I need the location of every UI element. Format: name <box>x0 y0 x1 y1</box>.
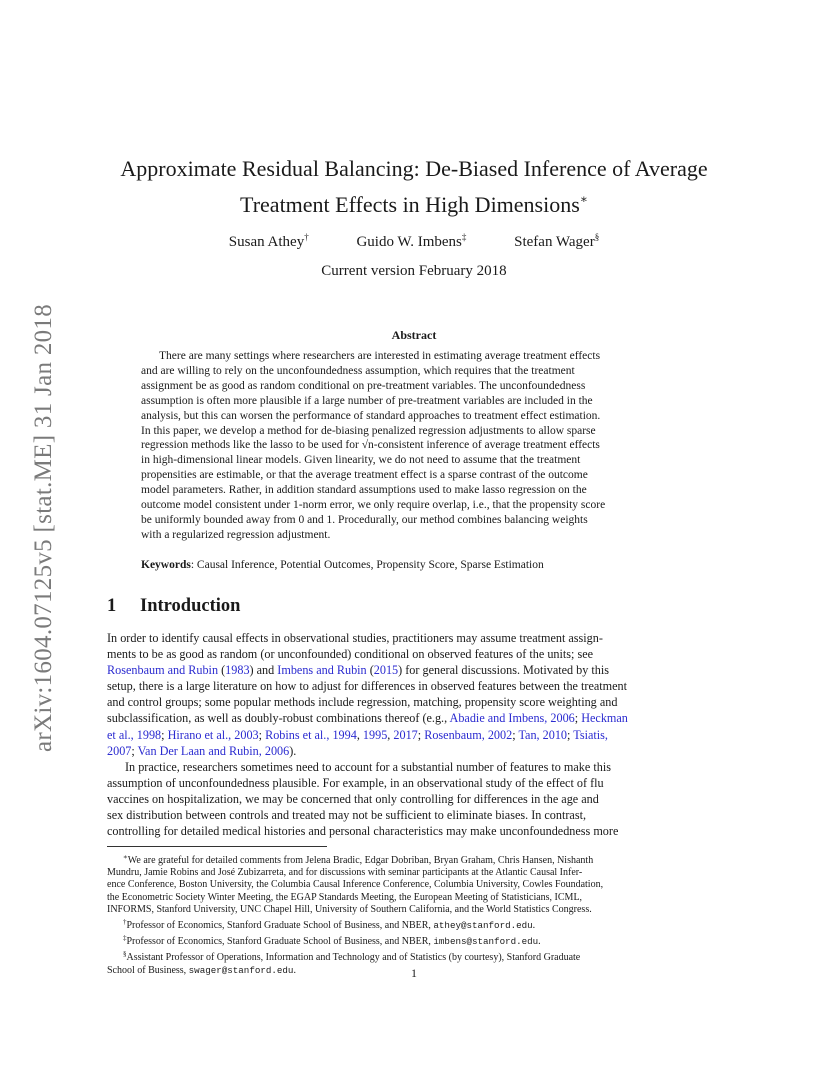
section-title: Introduction <box>140 596 241 616</box>
keywords <box>141 558 688 572</box>
citation-link[interactable]: Rosenbaum and Rubin <box>107 663 219 678</box>
footnote-line: ence Conference, Boston University, the Columbia Causal Inference Conference, Columbia University, Cowles Foundation, <box>107 879 604 891</box>
citation-link[interactable]: Van Der Laan and Rubin, 2006 <box>137 743 290 758</box>
citation-link[interactable]: 1995 <box>362 727 388 742</box>
email-link[interactable]: imbens@stanford.edu <box>433 936 539 948</box>
intro-line: et al., 1998; Hirano et al., 2003; Robins et al., 1994, 1995, 2017; Rosenbaum, 2002; Tan, 2010; Tsiatis, <box>107 727 608 742</box>
citation-link[interactable]: Tsiatis, <box>573 727 608 742</box>
author-imbens: Guido W. Imbens‡ <box>356 232 467 250</box>
abstract-line: and are willing to rely on the unconfoundedness assumption, which requires that the treatment <box>141 364 575 377</box>
citation-link[interactable]: Heckman <box>581 711 628 726</box>
abstract-line: be uniformly bounded away from 0 and 1. Procedurally, our method combines balancing weights <box>141 513 588 526</box>
author-athey: Susan Athey† <box>228 232 309 250</box>
version-date: Current version February 2018 <box>321 263 507 279</box>
abstract-line: propensities are estimable, or that the average treatment effect is a sparse contrast of the outcome <box>141 469 588 482</box>
abstract-line: analysis, but this can worsen the performance of standard approaches to treatment effect estimation. <box>141 409 601 422</box>
abstract-heading: Abstract <box>391 328 437 342</box>
footnote-line: INFORMS, Stanford University, UNC Chapel Hill, University of Southern California, and the World Statistics Congress. <box>107 903 592 915</box>
citation-link[interactable]: 2007 <box>107 743 132 758</box>
section-number: 1 <box>107 596 117 616</box>
citation-link[interactable]: et al., 1998 <box>107 727 162 742</box>
title-footnote-mark: ∗ <box>579 192 588 206</box>
title-line-1: Approximate Residual Balancing: De-Biased Inference of Average <box>120 156 708 181</box>
intro-line: subclassification, as well as doubly-robust combinations thereof (e.g., Abadie and Imbens, 2006; Heckman <box>107 711 628 726</box>
intro-line: controlling for detailed medical histories and personal characteristics may make unconfoundedness more <box>107 824 619 839</box>
title-line-2: Treatment Effects in High Dimensions∗ <box>240 192 588 217</box>
intro-line: In order to identify causal effects in observational studies, practitioners may assume treatment assign- <box>107 631 603 645</box>
citation-link[interactable]: Rosenbaum, 2002 <box>424 727 513 742</box>
citation-link[interactable]: 2017 <box>393 727 418 742</box>
keywords-list: : Causal Inference, Potential Outcomes, Propensity Score, Sparse Estimation <box>190 559 544 571</box>
footnote-line: School of Business, swager@stanford.edu. <box>107 964 296 976</box>
footnote-line: §Assistant Professor of Operations, Information and Technology and of Statistics (by courtesy), Stanford Graduate <box>123 950 581 964</box>
intro-line: ments to be as good as random (or unconfounded) conditional on observed features of the units; see <box>107 647 594 662</box>
abstract-line: in high-dimensional linear models. Given linearity, we do not need to assume that the treatment <box>141 454 581 467</box>
footnote-line: the Econometric Society Winter Meeting, the EGAP Standards Meeting, the European Meeting of Statisticians, ICML, <box>107 891 583 903</box>
intro-line: setup, there is a large literature on how to adjust for differences in observed features between the treatment <box>107 679 628 694</box>
citation-link[interactable]: 2015 <box>373 663 399 678</box>
citation-link[interactable]: 1983 <box>225 663 250 678</box>
introduction-body <box>107 630 721 839</box>
abstract-line: with a regularized regression adjustment. <box>141 528 331 541</box>
abstract-line: model parameters. Rather, in addition standard assumptions used to make lasso regression on the <box>141 484 587 497</box>
intro-line: 2007; Van Der Laan and Rubin, 2006). <box>107 743 297 758</box>
intro-line: vaccines on hospitalization, we may be concerned that only controlling for differences in the age and <box>107 791 599 806</box>
abstract-line: assumption is often more plausible if a large number of pre-treatment variables are included in the <box>141 394 593 407</box>
citation-link[interactable]: Robins et al., 1994 <box>265 727 357 742</box>
intro-line: and control groups; some popular methods include regression, matching, propensity score weighting and <box>107 695 618 710</box>
citation-link[interactable]: Hirano et al., 2003 <box>167 727 259 742</box>
paper-title <box>90 154 738 220</box>
footnote-divider <box>107 846 327 847</box>
email-link[interactable]: swager@stanford.edu <box>188 964 294 976</box>
abstract-line: assignment be as good as random conditional on pre-treatment variables. The unconfoundedness <box>141 379 586 392</box>
page-number: 1 <box>411 966 417 980</box>
abstract-line: regression methods like the lasso to be used for √n-consistent inference of average treatment effects <box>141 439 600 452</box>
intro-line: sex distribution between controls and treated may not be sufficient to eliminate biases. In contrast, <box>107 808 587 823</box>
abstract-body <box>141 349 688 543</box>
abstract-line: In this paper, we develop a method for de-biasing penalized regression adjustments to allow sparse <box>141 424 596 437</box>
footnotes <box>107 851 721 977</box>
intro-line: assumption of unconfoundedness plausible. For example, in an observational study of the effect of flu <box>107 775 604 790</box>
author-list <box>90 232 738 251</box>
abstract-line: outcome model consistent under 1-norm error, we only require overlap, i.e., that the propensity score <box>141 499 606 512</box>
citation-link[interactable]: Abadie and Imbens, 2006 <box>449 711 575 726</box>
arxiv-identifier: arXiv:1604.07125v5 [stat.ME] 31 Jan 2018 <box>30 303 57 753</box>
email-link[interactable]: athey@stanford.edu <box>433 920 533 932</box>
keywords-label: Keywords <box>141 559 191 571</box>
footnote-line: ∗We are grateful for detailed comments from Jelena Bradic, Edgar Dobriban, Bryan Graham, Chris Hansen, Nishanth <box>123 853 594 866</box>
footnote-line: Mundru, Jamie Robins and José Zubizarreta, and for discussions with seminar participants at the Atlantic Causal Infer- <box>107 867 583 879</box>
footnote-line: †Professor of Economics, Stanford Graduate School of Business, and NBER, athey@stanford.edu. <box>123 918 536 932</box>
footnote-line: ‡Professor of Economics, Stanford Graduate School of Business, and NBER, imbens@stanford.edu. <box>123 934 541 948</box>
section-heading-introduction <box>107 596 240 617</box>
citation-link[interactable]: Imbens and Rubin <box>277 663 367 678</box>
intro-line: Rosenbaum and Rubin (1983) and Imbens and Rubin (2015) for general discussions. Motivated by this <box>107 663 610 678</box>
citation-link[interactable]: Tan, 2010 <box>518 727 568 742</box>
intro-line: In practice, researchers sometimes need to account for a substantial number of features to make this <box>125 759 611 774</box>
author-wager: Stefan Wager§ <box>514 232 600 250</box>
abstract-line: There are many settings where researchers are interested in estimating average treatment effects <box>159 350 601 362</box>
